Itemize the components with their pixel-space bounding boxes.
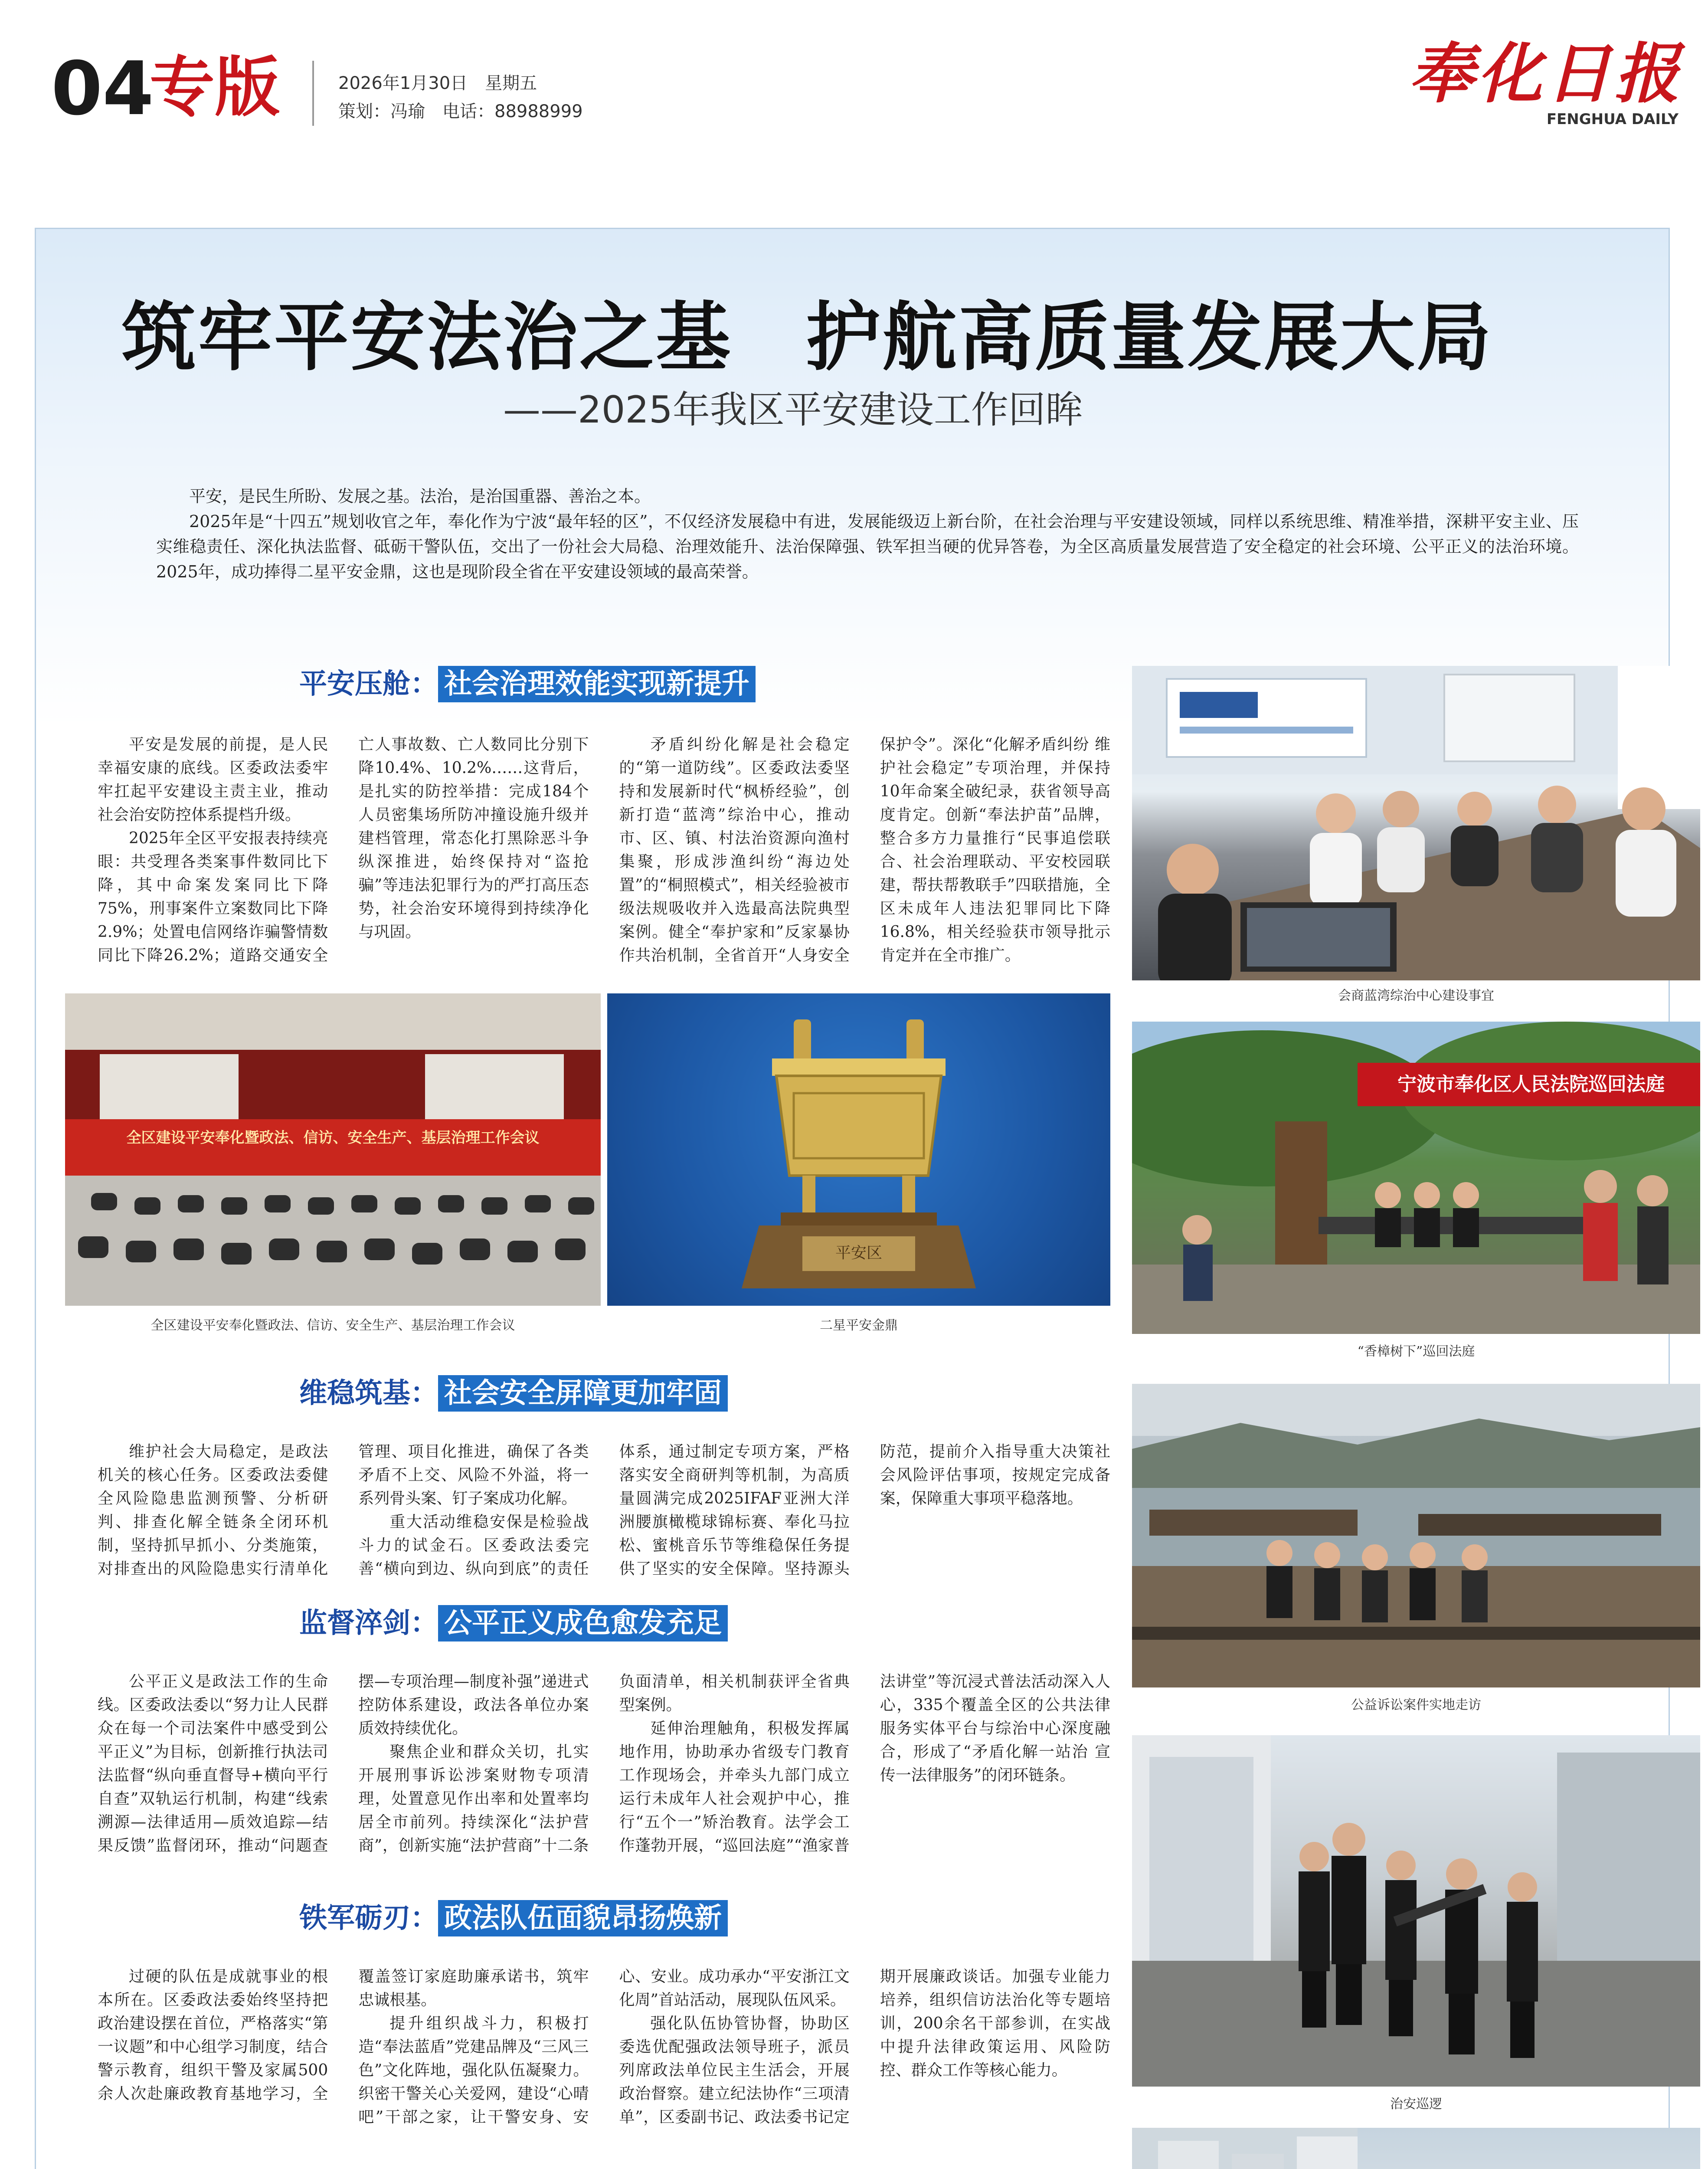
section-3-title: 公平正义成色愈发充足 <box>438 1605 728 1641</box>
trophy-plaque-text: 平安区 <box>835 1244 882 1262</box>
caption-conference: 全区建设平安奉化暨政法、信访、安全生产、基层治理工作会议 <box>151 1318 515 1333</box>
school-crossing-photo <box>1132 2128 1700 2169</box>
section-4-p1: 过硬的队伍是成就事业的根本所在。区委政法委始终坚持把政治建设摆在首位，严格落实“第一议题”和中心组学习制度，结合警示教育，组织干警及家属500余人次赴廉政教育基地学习，全覆盖签订家庭助廉承诺书，筑牢忠诚根基。 <box>98 1968 589 2103</box>
section-1-p1: 平安是发展的前提，是人民幸福安康的底线。区委政法委牢牢扛起平安建设主责主业，推动社会治安防控体系提档升级。 <box>98 736 328 824</box>
section-4-body <box>98 1965 1110 2143</box>
editor-line: 策划：冯瑜 电话：88988999 <box>338 102 583 121</box>
section-name: 专版 <box>150 50 280 125</box>
section-1-body <box>98 733 1110 972</box>
conference-illustration <box>65 993 601 1306</box>
section-heading-3 <box>299 1605 728 1641</box>
header-divider <box>312 61 314 126</box>
section-4-prefix: 铁军砺刃： <box>299 1902 438 1934</box>
issue-date: 2026年1月30日 星期五 <box>338 73 537 93</box>
section-1-p2: 2025年全区平安报表持续亮眼：共受理各类案事件数同比下降，其中命案发案同比下降75%，刑事案件立案数同比下降2.9%；处置电信网络诈骗警情数同比下降26.2%；道路交通安全亡人事故数、亡人数同比分别下降10.4%、10.2%……这背后，是扎实的防控举措：完成184个人员密集场所防冲撞设施升级并建档管理，常态化打黑除恶斗争纵深推进，始终保持对“盗抢骗”等违法犯罪行为的严打高压态势，社会治安环境得到持续净化与巩固。 <box>98 736 589 964</box>
section-4-p2: 提升组织战斗力，积极打造“奉法蓝盾”党建品牌及“三风三色”文化阵地，强化队伍凝聚力。织密干警关心关爱网，建设“心晴吧”干部之家，让干警安身、安心、安业。成功承办“平安浙江文化周”首站活动，展现队伍风采。 <box>358 1968 850 2126</box>
court-banner-text: 宁波市奉化区人民法院巡回法庭 <box>1397 1073 1665 1095</box>
conference-photo <box>65 993 601 1306</box>
section-3-p3: 延伸治理触角，积极发挥属地作用，协助承办省级专门教育工作现场会，并牵头九部门成立运行未成年人社会观护中心，推行“五个一”矫治教育。法学会工作蓬勃开展，“巡回法庭”“渔家普法讲堂”等沉浸式普法活动深入人心，335个覆盖全区的公共法律服务实体平台与综治中心深度融合，形成了“矛盾化解一站治 宣传一法律服务”的闭环链条。 <box>619 1673 1110 1854</box>
court-photo <box>1132 1022 1700 1334</box>
section-heading-1 <box>299 666 756 702</box>
section-heading-2 <box>299 1375 728 1412</box>
headline <box>121 278 1596 385</box>
section-3-p2: 聚焦企业和群众关切，扎实开展刑事诉讼涉案财物专项清理，处置意见作出率和处置率均居全市前列。持续深化“法护营商”，创新实施“法护营商”十二条负面清单，相关机制获评全省典型案例。 <box>358 1673 850 1854</box>
section-3-prefix: 监督淬剑： <box>299 1607 438 1639</box>
lead-paragraph <box>156 484 1579 584</box>
caption-meeting: 会商蓝湾综治中心建设事宜 <box>1338 988 1494 1003</box>
headline-part-b: 护航高质量发展大局 <box>806 294 1493 381</box>
lead-p1: 平安，是民生所盼、发展之基。法治，是治国重器、善治之本。 <box>189 487 651 506</box>
section-1-prefix: 平安压舱： <box>299 668 438 700</box>
section-1-p3: 矛盾纠纷化解是社会稳定的“第一道防线”。区委政法委坚持和发展新时代“枫桥经验”，创新打造“蓝湾”综治中心，推动市、区、镇、村法治资源向渔村集聚，形成涉渔纠纷“海边处置”的“桐照模式”，相关经验被市级法规吸收并入选最高法院典型案例。健全“奉护家和”反家暴协作共治机制，全省首开“人身安全保护令”。深化“化解矛盾纠纷 维护社会稳定”专项治理，并保持10年命案全破纪录，获省领导高度肯定。创新“奉法护苗”品牌，整合多方力量推行“民事追偿联合、社会治理联动、平安校园联建，帮扶帮教联手”四联措施，全区未成年人违法犯罪同比下降16.8%，相关经验获市领导批示肯定并在全市推广。 <box>619 736 1110 964</box>
section-2-p2: 重大活动维稳安保是检验战斗力的试金石。区委政法委完善“横向到边、纵向到底”的责任体系，通过制定专项方案，严格落实安全商研判等机制，为高质量圆满完成2025IFAF亚洲大洋洲腰旗橄榄球锦标赛、奉化马拉松、蜜桃音乐节等维稳保任务提供了坚实的安全保障。坚持源头防范，提前介入指导重大决策社会风险评估事项，按规定完成备案，保障重大事项平稳落地。 <box>358 1443 1110 1578</box>
patrol-illustration <box>1132 1735 1700 2087</box>
page-header <box>0 0 1708 195</box>
subheadline: ——2025年我区平安建设工作回眸 <box>503 388 1083 432</box>
masthead <box>1405 36 1683 128</box>
riverside-photo <box>1132 1384 1700 1687</box>
patrol-photo <box>1132 1735 1700 2087</box>
section-2-body <box>98 1440 1110 1583</box>
section-4-title: 政法队伍面貌昂扬焕新 <box>438 1900 728 1936</box>
conference-banner-text: 全区建设平安奉化暨政法、信访、安全生产、基层治理工作会议 <box>126 1129 540 1147</box>
trophy-photo <box>607 993 1110 1306</box>
caption-court: “香樟树下”巡回法庭 <box>1357 1344 1475 1359</box>
section-4-p3: 强化队伍协管协督，协助区委选优配强政法领导班子，派员列席政法单位民主生活会，开展政治督察。建立纪法协作“三项清单”，区委副书记、政法委书记定期开展廉政谈话。加强专业能力培养，组织信访法治化等专题培训，200余名干部参训，在实战中提升法律政策运用、风险防控、群众工作等核心能力。 <box>619 1968 1110 2126</box>
meeting-illustration <box>1132 666 1700 980</box>
caption-riverside: 公益诉讼案件实地走访 <box>1351 1697 1481 1713</box>
headline-part-a: 筑牢平安法治之基 <box>121 294 732 381</box>
school-crossing-illustration <box>1132 2128 1700 2169</box>
meeting-photo <box>1132 666 1700 980</box>
lead-p2: 2025年是“十四五”规划收官之年，奉化作为宁波“最年轻的区”，不仅经济发展稳中有进，发展能级迈上新台阶，在社会治理与平安建设领域，同样以系统思维、精准举措，深耕平安主业、压实维稳责任、深化执法监督、砥砺干警队伍，交出了一份社会大局稳、治理效能升、法治保障强、铁军担当硬的优异答卷，为全区高质量发展营造了安全稳定的社会环境、公平正义的法治环境。2025年，成功捧得二星平安金鼎，这也是现阶段全省在平安建设领域的最高荣誉。 <box>156 512 1579 581</box>
masthead-english: FENGHUA DAILY <box>1546 111 1679 128</box>
masthead-title: 奉化日报 <box>1408 36 1683 112</box>
caption-patrol: 治安巡逻 <box>1390 2097 1442 2112</box>
section-2-prefix: 维稳筑基： <box>299 1377 438 1409</box>
section-2-title: 社会安全屏障更加牢固 <box>438 1375 728 1412</box>
section-2-p1: 维护社会大局稳定，是政法机关的核心任务。区委政法委健全风险隐患监测预警、分析研判、排查化解全链条全闭环机制，坚持抓早抓小、分类施策，对排查出的风险隐患实行清单化管理、项目化推进，确保了各类矛盾不上交、风险不外溢，将一系列骨头案、钉子案成功化解。 <box>98 1443 589 1578</box>
section-1-title: 社会治理效能实现新提升 <box>438 666 756 702</box>
section-3-body <box>98 1670 1110 1870</box>
page-number: 04 <box>51 46 154 132</box>
caption-trophy: 二星平安金鼎 <box>820 1318 898 1333</box>
riverside-illustration <box>1132 1384 1700 1687</box>
section-3-p1: 公平正义是政法工作的生命线。区委政法委以“努力让人民群众在每一个司法案件中感受到公平正义”为目标，创新推行执法司法监督“纵向垂直督导+横向平行自查”双轨运行机制，构建“线索溯源—法律适用—质效追踪—结果反馈”监督闭环，推动“问题查摆—专项治理—制度补强”递进式控防体系建设，政法各单位办案质效持续优化。 <box>98 1673 589 1854</box>
section-heading-4 <box>299 1900 728 1936</box>
